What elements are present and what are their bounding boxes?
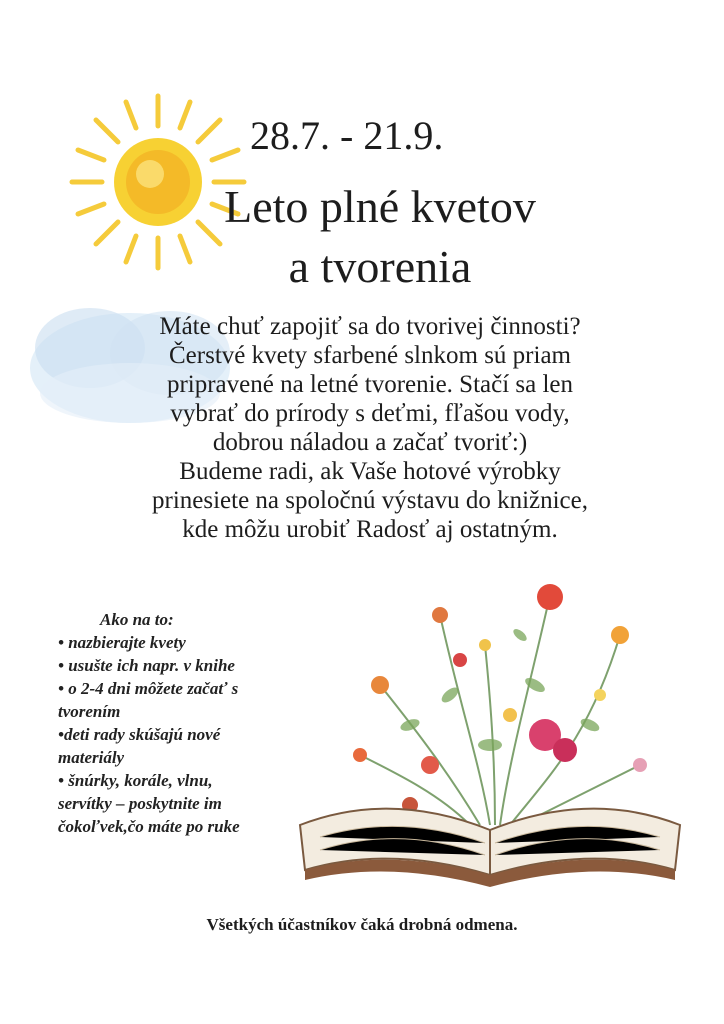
intro-line: vybrať do prírody s deťmi, fľašou vody, bbox=[170, 400, 570, 427]
howto-line: • nazbierajte kvety bbox=[58, 633, 186, 652]
howto-line: • šnúrky, korále, vlnu, bbox=[58, 771, 213, 790]
page-title-line1: Leto plné kvetov bbox=[224, 181, 536, 232]
intro-line: prinesiete na spoločnú výstavu do knižnice, bbox=[152, 487, 588, 514]
intro-line: Čerstvé kvety sfarbené slnkom sú priam bbox=[169, 342, 571, 369]
book-flowers-illustration bbox=[290, 575, 690, 895]
howto-line: • o 2-4 dni môžete začať s bbox=[58, 679, 239, 698]
intro-line: Budeme radi, ak Vaše hotové výrobky bbox=[179, 458, 561, 485]
howto-line: tvorením bbox=[58, 702, 121, 721]
intro-line: dobrou náladou a začať tvoriť:) bbox=[212, 429, 528, 456]
page-title-line2: a tvorenia bbox=[288, 241, 472, 292]
intro-line: kde môžu urobiť Radosť aj ostatným. bbox=[182, 516, 558, 543]
howto-line: servítky – poskytnite im bbox=[58, 794, 222, 813]
intro-line: pripravené na letné tvorenie. Stačí sa len bbox=[166, 371, 574, 398]
howto-list bbox=[58, 608, 308, 838]
howto-line: materiály bbox=[58, 748, 125, 767]
reward-note: Všetkých účastníkov čaká drobná odmena. bbox=[206, 915, 518, 934]
howto-line: •deti rady skúšajú nové bbox=[58, 725, 221, 744]
intro-paragraph bbox=[60, 312, 680, 544]
date-range: 28.7. - 21.9. bbox=[250, 113, 444, 158]
howto-line: • usušte ich napr. v knihe bbox=[58, 656, 235, 675]
howto-line: čokoľvek,čo máte po ruke bbox=[58, 817, 240, 836]
howto-heading: Ako na to: bbox=[100, 610, 174, 629]
intro-line: Máte chuť zapojiť sa do tvorivej činnosti? bbox=[159, 313, 581, 340]
